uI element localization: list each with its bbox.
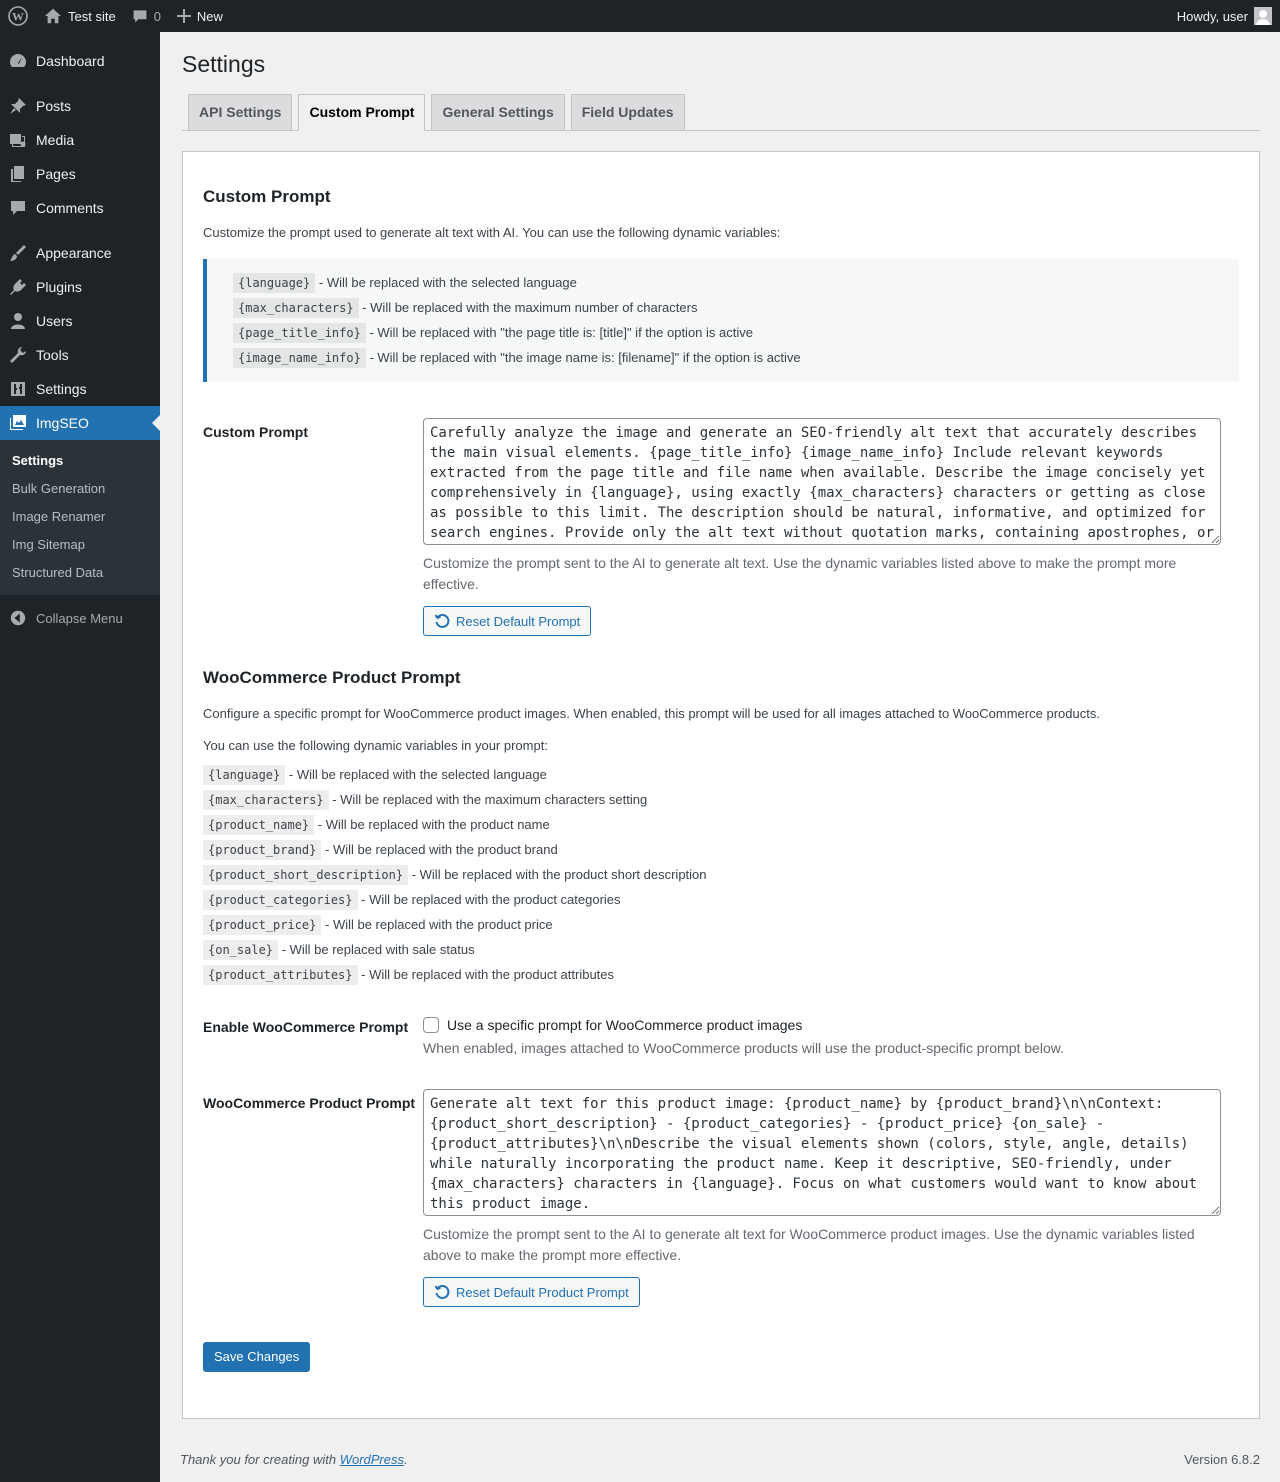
variable-desc: - Will be replaced with the product categories bbox=[361, 892, 621, 907]
sidebar-item-label: Comments bbox=[36, 200, 104, 216]
variable-row bbox=[203, 962, 1239, 987]
variable-code: {page_title_info} bbox=[233, 323, 366, 343]
plus-icon bbox=[177, 9, 191, 23]
settings-tabs bbox=[182, 93, 1260, 131]
custom-prompt-textarea[interactable] bbox=[423, 418, 1221, 545]
woo-prompt-intro: Configure a specific prompt for WooCommerce product images. When enabled, this prompt will be used for all images attached to WooCommerce products. bbox=[203, 706, 1100, 721]
variable-row bbox=[203, 762, 1239, 787]
collapse-arrow-icon bbox=[0, 609, 36, 627]
home-icon bbox=[44, 7, 62, 25]
dashboard-icon bbox=[0, 51, 36, 71]
sidebar-item-label: Appearance bbox=[36, 245, 112, 261]
variable-row bbox=[203, 862, 1239, 887]
footer-thanks-prefix: Thank you for creating with bbox=[180, 1452, 340, 1467]
page-title: Settings bbox=[182, 51, 266, 77]
tab-api-settings[interactable]: API Settings bbox=[188, 94, 292, 130]
submenu-item-settings[interactable]: Settings bbox=[12, 453, 64, 468]
tab-general-settings[interactable]: General Settings bbox=[431, 94, 564, 130]
custom-prompt-variables bbox=[203, 259, 1239, 382]
settings-icon bbox=[0, 379, 36, 399]
variable-desc: - Will be replaced with the selected language bbox=[318, 275, 577, 290]
site-name-link[interactable] bbox=[36, 0, 124, 32]
sidebar-item-posts[interactable] bbox=[0, 89, 160, 123]
reset-icon bbox=[434, 1284, 450, 1300]
sidebar-item-users[interactable] bbox=[0, 304, 160, 338]
variable-code: {product_brand} bbox=[203, 840, 321, 860]
submenu-item-structured-data[interactable]: Structured Data bbox=[12, 565, 104, 580]
pages-icon bbox=[0, 164, 36, 184]
variable-code: {on_sale} bbox=[203, 940, 278, 960]
tab-custom-prompt[interactable]: Custom Prompt bbox=[298, 94, 425, 131]
new-label: New bbox=[196, 8, 223, 24]
greeting: Howdy, user bbox=[1176, 8, 1248, 24]
svg-text:W: W bbox=[12, 9, 24, 24]
reset-default-prompt-button[interactable] bbox=[423, 606, 591, 636]
variable-row bbox=[233, 345, 1213, 370]
sidebar-item-label: Pages bbox=[36, 166, 76, 182]
sidebar-item-imgseo[interactable] bbox=[0, 406, 160, 440]
sidebar-item-label: Media bbox=[36, 132, 75, 148]
comments-icon bbox=[0, 198, 36, 218]
variable-desc: - Will be replaced with the product name bbox=[317, 817, 550, 832]
variable-code: {language} bbox=[203, 765, 285, 785]
wrench-icon bbox=[0, 345, 36, 365]
variable-code: {language} bbox=[233, 273, 315, 293]
sidebar-item-tools[interactable] bbox=[0, 338, 160, 372]
avatar bbox=[1254, 7, 1272, 25]
woo-enable-help: When enabled, images attached to WooCommerce products will use the product-specific prompt below. bbox=[423, 1040, 1064, 1056]
woo-prompt-label: WooCommerce Product Prompt bbox=[203, 1095, 416, 1111]
sidebar-item-label: Tools bbox=[36, 347, 69, 363]
reset-default-product-prompt-button[interactable] bbox=[423, 1277, 640, 1307]
sidebar-item-plugins[interactable] bbox=[0, 270, 160, 304]
submenu-item-bulk-generation[interactable]: Bulk Generation bbox=[12, 481, 106, 496]
sidebar-item-pages[interactable] bbox=[0, 157, 160, 191]
sidebar-item-dashboard[interactable] bbox=[0, 44, 160, 78]
variable-code: {product_short_description} bbox=[203, 865, 408, 885]
variable-desc: - Will be replaced with the product price bbox=[325, 917, 553, 932]
sidebar-item-label: Dashboard bbox=[36, 53, 105, 69]
sidebar-item-media[interactable] bbox=[0, 123, 160, 157]
variable-desc: - Will be replaced with the product brand bbox=[325, 842, 558, 857]
custom-prompt-label: Custom Prompt bbox=[203, 424, 308, 440]
reset-icon bbox=[434, 613, 450, 629]
variable-code: {product_name} bbox=[203, 815, 314, 835]
variable-desc: - Will be replaced with "the image name is: [filename]" if the option is active bbox=[369, 350, 801, 365]
sidebar-item-appearance[interactable] bbox=[0, 236, 160, 270]
my-account-link[interactable] bbox=[1169, 0, 1280, 32]
reset-default-product-prompt-label: Reset Default Product Prompt bbox=[456, 1284, 629, 1300]
collapse-menu-button[interactable] bbox=[0, 601, 160, 635]
reset-default-prompt-label: Reset Default Prompt bbox=[456, 613, 581, 629]
imgseo-submenu bbox=[0, 440, 160, 595]
new-content-link[interactable] bbox=[169, 0, 231, 32]
admin-sidebar bbox=[0, 32, 160, 1482]
custom-prompt-heading: Custom Prompt bbox=[203, 187, 331, 206]
comments-link[interactable] bbox=[124, 0, 169, 32]
woo-enable-checkbox[interactable] bbox=[423, 1017, 439, 1033]
woo-vars-intro: You can use the following dynamic variables in your prompt: bbox=[203, 738, 548, 753]
variable-row bbox=[203, 937, 1239, 962]
plug-icon bbox=[0, 277, 36, 297]
variable-desc: - Will be replaced with the selected language bbox=[288, 767, 547, 782]
custom-prompt-row bbox=[203, 418, 1239, 636]
variable-row bbox=[233, 270, 1213, 295]
variable-desc: - Will be replaced with the maximum characters setting bbox=[332, 792, 648, 807]
sidebar-item-label: ImgSEO bbox=[36, 415, 89, 431]
variable-row bbox=[203, 812, 1239, 837]
variable-code: {max_characters} bbox=[203, 790, 329, 810]
sidebar-item-label: Settings bbox=[36, 381, 87, 397]
variable-code: {product_attributes} bbox=[203, 965, 358, 985]
variable-row bbox=[203, 837, 1239, 862]
comment-bubble-icon bbox=[132, 8, 148, 24]
woo-prompt-heading: WooCommerce Product Prompt bbox=[203, 668, 461, 687]
footer-version: Version 6.8.2 bbox=[1184, 1452, 1260, 1467]
user-icon bbox=[0, 311, 36, 331]
admin-footer bbox=[180, 1452, 1260, 1467]
save-changes-button[interactable]: Save Changes bbox=[203, 1342, 310, 1372]
custom-prompt-help: Customize the prompt sent to the AI to generate alt text. Use the dynamic variables listed above to make the prompt more effective. bbox=[423, 555, 1177, 592]
woo-prompt-textarea[interactable] bbox=[423, 1089, 1221, 1216]
variable-desc: - Will be replaced with sale status bbox=[281, 942, 475, 957]
custom-prompt-intro: Customize the prompt used to generate alt text with AI. You can use the following dynamic variables: bbox=[203, 225, 781, 240]
footer-thanks-suffix: . bbox=[404, 1452, 408, 1467]
woo-prompt-help: Customize the prompt sent to the AI to generate alt text for WooCommerce product images. Use the dynamic variables listed above to make the prompt more effective. bbox=[423, 1226, 1195, 1263]
variable-row bbox=[233, 295, 1213, 320]
settings-card bbox=[182, 151, 1260, 1419]
variable-row bbox=[203, 887, 1239, 912]
variable-row bbox=[203, 912, 1239, 937]
variable-row bbox=[233, 320, 1213, 345]
footer-thanks bbox=[180, 1452, 408, 1467]
variable-code: {product_categories} bbox=[203, 890, 358, 910]
pin-icon bbox=[0, 96, 36, 116]
site-name-label: Test site bbox=[68, 8, 116, 24]
wordpress-logo-icon[interactable] bbox=[0, 0, 36, 32]
woo-enable-row bbox=[203, 1015, 1239, 1059]
variable-code: {image_name_info} bbox=[233, 348, 366, 368]
wordpress-link[interactable]: WordPress bbox=[339, 1452, 404, 1467]
woo-enable-checkbox-label: Use a specific prompt for WooCommerce product images bbox=[447, 1017, 803, 1033]
collapse-menu-label: Collapse Menu bbox=[36, 610, 123, 626]
variable-code: {max_characters} bbox=[233, 298, 359, 318]
sidebar-item-label: Plugins bbox=[36, 279, 82, 295]
tab-field-updates[interactable]: Field Updates bbox=[571, 94, 685, 130]
sidebar-item-label: Users bbox=[36, 313, 73, 329]
variable-desc: - Will be replaced with the product attributes bbox=[361, 967, 615, 982]
brush-icon bbox=[0, 243, 36, 263]
sidebar-item-settings[interactable] bbox=[0, 372, 160, 406]
comments-count: 0 bbox=[153, 8, 161, 24]
variable-code: {product_price} bbox=[203, 915, 321, 935]
sidebar-item-comments[interactable] bbox=[0, 191, 160, 225]
woo-enable-label: Enable WooCommerce Prompt bbox=[203, 1019, 409, 1035]
main-content bbox=[182, 32, 1260, 1419]
media-icon bbox=[0, 130, 36, 150]
admin-bar bbox=[0, 0, 1280, 32]
variable-row bbox=[203, 787, 1239, 812]
sidebar-item-label: Posts bbox=[36, 98, 72, 114]
variable-desc: - Will be replaced with the maximum number of characters bbox=[362, 300, 698, 315]
woo-variables bbox=[203, 762, 1239, 987]
submenu-item-img-sitemap[interactable]: Img Sitemap bbox=[12, 537, 85, 552]
submenu-item-image-renamer[interactable]: Image Renamer bbox=[12, 509, 106, 524]
variable-desc: - Will be replaced with "the page title is: [title]" if the option is active bbox=[369, 325, 753, 340]
woo-prompt-row bbox=[203, 1089, 1239, 1307]
variable-desc: - Will be replaced with the product short description bbox=[411, 867, 707, 882]
images-icon bbox=[0, 413, 36, 433]
woo-enable-checkbox-line[interactable] bbox=[423, 1015, 1221, 1035]
